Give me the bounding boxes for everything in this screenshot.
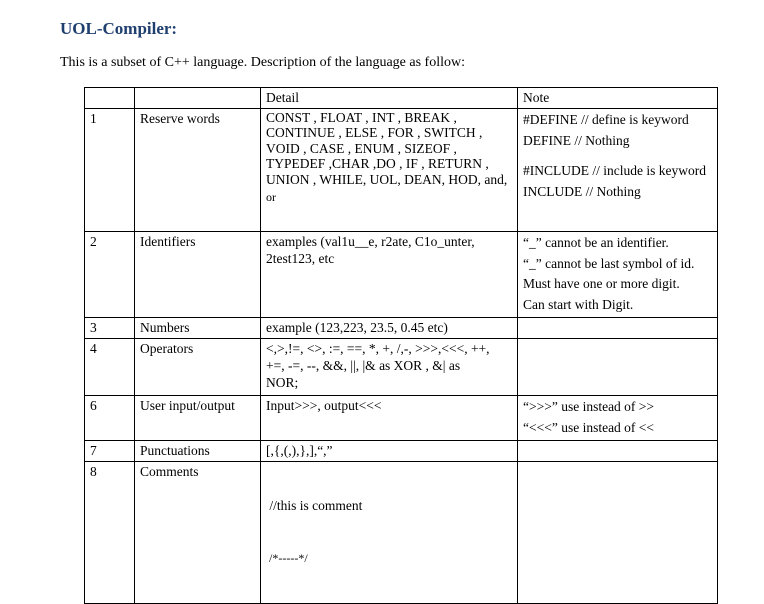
header-detail-cell: Detail xyxy=(261,88,518,109)
row-detail: [,{,(,),},],“,” xyxy=(261,441,518,462)
note-line: #INCLUDE // include is keyword xyxy=(523,163,706,178)
detail-line: VOID , CASE , ENUM , SIZEOF , xyxy=(266,140,457,156)
row-num: 7 xyxy=(85,441,135,462)
detail-line: 2test123, etc xyxy=(266,251,335,266)
note-line: “>>>” use instead of >> xyxy=(523,399,655,414)
row-detail xyxy=(261,109,518,232)
detail-line: <,>,!=, <>, :=, ==, *, +, /,-, >>>,<<<, ++, xyxy=(266,341,490,356)
row-detail xyxy=(261,339,518,396)
row-note xyxy=(518,462,718,604)
row-category: Punctuations xyxy=(135,441,261,462)
row-detail: Input>>>, output<<< xyxy=(261,396,518,441)
row-category: Operators xyxy=(135,339,261,396)
row-note xyxy=(518,232,718,318)
row-note xyxy=(518,396,718,441)
detail-line: CONTINUE , ELSE , FOR , SWITCH , xyxy=(266,125,483,141)
note-spacer xyxy=(523,151,713,162)
table-row-punctuations xyxy=(85,441,718,462)
table-header-row xyxy=(85,88,718,109)
intro-paragraph: This is a subset of C++ language. Description of the language as follow: xyxy=(60,55,465,70)
note-line: DEFINE // Nothing xyxy=(523,132,630,148)
header-category-cell xyxy=(135,88,261,109)
detail-line: TYPEDEF ,CHAR ,DO , IF , RETURN , xyxy=(266,156,489,172)
row-num: 8 xyxy=(85,462,135,604)
row-note xyxy=(518,318,718,339)
detail-line: examples (val1u__e, r2ate, C1o_unter, xyxy=(266,234,475,249)
detail-line: /*-----*/ xyxy=(266,551,308,565)
row-num: 6 xyxy=(85,396,135,441)
row-num: 3 xyxy=(85,318,135,339)
table-row-comments xyxy=(85,462,718,604)
row-category: Numbers xyxy=(135,318,261,339)
header-note-cell: Note xyxy=(518,88,718,109)
detail-line: or xyxy=(266,190,276,205)
detail-line: //this is comment xyxy=(266,498,363,513)
row-category: User input/output xyxy=(135,396,261,441)
detail-line: UNION , WHILE, UOL, DEAN, HOD, and, xyxy=(266,171,508,187)
page-title: UOL-Compiler: xyxy=(60,19,178,38)
table-row-operators xyxy=(85,339,718,396)
row-num: 1 xyxy=(85,109,135,232)
row-detail xyxy=(261,462,518,604)
row-category: Reserve words xyxy=(135,109,261,232)
table-row-numbers xyxy=(85,318,718,339)
row-note xyxy=(518,339,718,396)
note-line: #DEFINE // define is keyword xyxy=(523,112,689,127)
header-num-cell xyxy=(85,88,135,109)
row-detail xyxy=(261,232,518,318)
row-note xyxy=(518,441,718,462)
note-line: INCLUDE // Nothing xyxy=(523,184,641,199)
note-line: “_” cannot be last symbol of id. xyxy=(523,255,695,271)
note-line: Can start with Digit. xyxy=(523,296,634,312)
table-row-user-io xyxy=(85,396,718,441)
table-row-identifiers xyxy=(85,232,718,318)
row-note xyxy=(518,109,718,232)
note-line: Must have one or more digit. xyxy=(523,276,680,291)
row-detail: example (123,223, 23.5, 0.45 etc) xyxy=(261,318,518,339)
language-spec-table xyxy=(84,87,718,604)
row-category: Comments xyxy=(135,462,261,604)
note-line: “<<<” use instead of << xyxy=(523,419,655,435)
detail-line: NOR; xyxy=(266,375,299,390)
row-num: 2 xyxy=(85,232,135,318)
row-category: Identifiers xyxy=(135,232,261,318)
detail-line: +=, -=, --, &&, ||, |& as XOR , &| as xyxy=(266,358,461,373)
table-row-reserve-words xyxy=(85,109,718,232)
row-num: 4 xyxy=(85,339,135,396)
note-line: “_” cannot be an identifier. xyxy=(523,235,669,250)
detail-line: CONST , FLOAT , INT , BREAK , xyxy=(266,110,457,125)
